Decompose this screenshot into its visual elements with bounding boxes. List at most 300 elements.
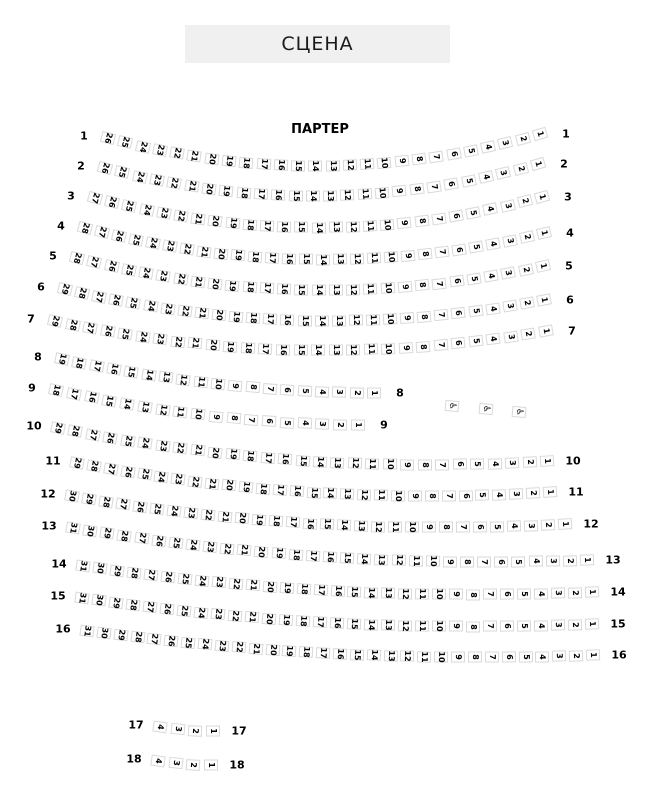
seat[interactable]: 7 [433, 339, 448, 351]
seat[interactable]: 1 [206, 726, 220, 737]
seat[interactable]: 7 [244, 414, 259, 426]
seat[interactable]: 14 [316, 254, 330, 265]
seat[interactable]: 20 [265, 644, 280, 656]
seat[interactable]: 24 [138, 437, 153, 450]
seat[interactable]: 19 [225, 279, 240, 291]
seat[interactable]: 26 [103, 431, 119, 444]
seat[interactable]: 10 [432, 589, 446, 600]
seat[interactable]: 14 [364, 619, 378, 631]
seat[interactable]: 27 [82, 321, 98, 334]
seat[interactable]: 10 [190, 408, 205, 421]
seat[interactable]: 14 [313, 456, 328, 468]
seat[interactable]: 5 [470, 458, 484, 469]
seat[interactable]: 20 [208, 446, 223, 459]
seat[interactable]: 7 [426, 180, 442, 193]
seat[interactable]: 13 [329, 345, 343, 356]
seat[interactable]: 4 [478, 170, 494, 184]
seat[interactable]: 1 [351, 419, 365, 430]
seat[interactable]: 25 [149, 502, 164, 515]
seat[interactable]: 13 [158, 371, 173, 384]
seat[interactable]: 23 [214, 640, 229, 652]
seat[interactable]: 16 [277, 221, 291, 233]
seat[interactable]: 23 [183, 507, 198, 520]
seat[interactable]: 4 [315, 386, 329, 398]
seat[interactable]: 3 [509, 488, 524, 500]
seat[interactable]: 21 [196, 245, 211, 258]
seat[interactable]: 15 [291, 160, 305, 171]
seat[interactable]: 27 [103, 462, 119, 475]
seat[interactable]: 24 [139, 203, 155, 217]
seat[interactable]: 16 [84, 391, 100, 404]
seat[interactable]: 19 [279, 582, 294, 594]
seat[interactable]: 5 [297, 385, 312, 397]
seat[interactable]: 18 [242, 281, 257, 293]
seat[interactable]: 16 [330, 585, 345, 597]
seat[interactable]: 18 [296, 615, 311, 627]
seat[interactable]: 14 [357, 553, 372, 565]
seat[interactable]: 10 [383, 313, 398, 325]
seat[interactable]: 21 [245, 611, 260, 623]
seat[interactable]: 4 [507, 521, 521, 532]
seat[interactable]: 24 [185, 538, 200, 551]
seat[interactable]: 28 [117, 529, 132, 542]
seat[interactable]: 14 [323, 488, 338, 500]
seat[interactable]: 2 [519, 230, 535, 244]
seat[interactable]: 10 [381, 343, 396, 355]
seat[interactable]: 2 [350, 387, 364, 398]
seat[interactable]: 20 [204, 153, 219, 166]
seat[interactable]: 13 [340, 488, 354, 500]
seat[interactable]: 3 [503, 330, 518, 343]
seat[interactable]: 27 [134, 532, 149, 545]
seat[interactable]: 21 [245, 579, 260, 591]
seat[interactable]: 11 [415, 588, 429, 599]
seat[interactable]: 19 [219, 185, 234, 197]
seat[interactable]: 10 [432, 621, 446, 632]
seat[interactable]: 11 [363, 283, 377, 295]
seat[interactable]: 18 [299, 646, 314, 658]
accessible-seat[interactable]: ♿ [479, 403, 494, 415]
seat[interactable]: 17 [313, 616, 328, 628]
seat[interactable]: 23 [153, 333, 168, 346]
seat[interactable]: 11 [388, 521, 402, 532]
seat[interactable]: 25 [176, 605, 191, 617]
seat[interactable]: 19 [252, 514, 267, 526]
seat[interactable]: 22 [220, 542, 235, 554]
seat[interactable]: 10 [391, 490, 405, 501]
seat[interactable]: 15 [295, 455, 310, 467]
seat[interactable]: 11 [366, 314, 380, 326]
seat[interactable]: 22 [228, 578, 243, 590]
seat[interactable]: 7 [429, 150, 445, 163]
seat[interactable]: 4 [487, 458, 501, 469]
seat[interactable]: 24 [198, 638, 213, 650]
seat[interactable]: 12 [391, 555, 405, 566]
seat[interactable]: 8 [460, 556, 474, 567]
seat[interactable]: 4 [152, 721, 167, 734]
seat[interactable]: 2 [519, 297, 535, 310]
seat[interactable]: 19 [225, 448, 240, 460]
seat[interactable]: 19 [229, 311, 244, 323]
seat[interactable]: 9 [398, 342, 413, 354]
seat[interactable]: 11 [365, 458, 379, 469]
seat[interactable]: 20 [205, 339, 220, 351]
seat[interactable]: 24 [193, 606, 208, 618]
seat[interactable]: 8 [425, 490, 439, 501]
seat[interactable]: 29 [50, 421, 66, 435]
seat[interactable]: 23 [203, 540, 218, 552]
seat[interactable]: 14 [119, 397, 135, 410]
seat[interactable]: 25 [137, 468, 152, 481]
seat[interactable]: 21 [190, 213, 205, 226]
seat[interactable]: 1 [538, 324, 554, 337]
seat[interactable]: 12 [340, 190, 354, 202]
seat[interactable]: 26 [120, 465, 136, 478]
seat[interactable]: 8 [411, 153, 426, 166]
seat[interactable]: 27 [91, 290, 107, 304]
seat[interactable]: 12 [155, 403, 170, 416]
seat[interactable]: 19 [225, 217, 240, 229]
seat[interactable]: 7 [431, 212, 446, 225]
seat[interactable]: 1 [585, 586, 599, 598]
seat[interactable]: 26 [160, 571, 175, 584]
seat[interactable]: 16 [106, 362, 122, 375]
seat[interactable]: 14 [306, 191, 320, 202]
seat[interactable]: 16 [323, 551, 338, 563]
seat[interactable]: 14 [315, 315, 329, 326]
seat[interactable]: 23 [211, 576, 226, 588]
seat[interactable]: 15 [293, 344, 307, 355]
seat[interactable]: 13 [329, 285, 343, 296]
seat[interactable]: 20 [207, 277, 222, 290]
seat[interactable]: 10 [434, 651, 448, 662]
seat[interactable]: 30 [91, 594, 106, 607]
seat[interactable]: 13 [383, 650, 397, 661]
seat[interactable]: 21 [205, 477, 220, 490]
seat[interactable]: 8 [439, 522, 453, 533]
seat[interactable]: 28 [98, 495, 114, 508]
seat[interactable]: 28 [126, 567, 141, 580]
seat[interactable]: 15 [340, 552, 355, 564]
seat[interactable]: 26 [164, 635, 179, 647]
seat[interactable]: 8 [245, 381, 260, 393]
accessible-seat[interactable]: ♿ [445, 400, 460, 412]
seat[interactable]: 1 [532, 127, 548, 141]
seat[interactable]: 10 [377, 157, 392, 169]
seat[interactable]: 17 [256, 158, 271, 170]
seat[interactable]: 21 [194, 307, 209, 320]
seat[interactable]: 3 [502, 300, 518, 313]
seat[interactable]: 1 [585, 618, 599, 630]
seat[interactable]: 6 [451, 337, 466, 349]
seat[interactable]: 5 [518, 651, 532, 662]
seat[interactable]: 2 [186, 759, 201, 771]
seat[interactable]: 9 [422, 522, 436, 533]
seat[interactable]: 7 [434, 309, 449, 321]
seat[interactable]: 28 [77, 221, 93, 235]
seat[interactable]: 9 [398, 281, 413, 293]
seat[interactable]: 13 [333, 254, 347, 265]
seat[interactable]: 23 [160, 302, 175, 315]
seat[interactable]: 1 [586, 649, 600, 661]
seat[interactable]: 27 [143, 569, 158, 582]
seat[interactable]: 15 [294, 222, 308, 233]
seat[interactable]: 12 [350, 253, 364, 265]
seat[interactable]: 12 [398, 588, 412, 599]
seat[interactable]: 5 [465, 206, 481, 219]
seat[interactable]: 12 [371, 521, 385, 532]
seat[interactable]: 10 [210, 378, 225, 390]
seat[interactable]: 6 [280, 384, 295, 396]
seat[interactable]: 20 [235, 512, 250, 524]
seat[interactable]: 17 [89, 359, 105, 372]
seat[interactable]: 25 [121, 263, 137, 277]
seat[interactable]: 11 [374, 490, 388, 501]
seat[interactable]: 16 [278, 453, 293, 465]
seat[interactable]: 11 [357, 188, 372, 200]
seat[interactable]: 18 [246, 312, 261, 324]
seat[interactable]: 25 [117, 328, 133, 341]
seat[interactable]: 15 [350, 649, 364, 661]
seat[interactable]: 31 [79, 625, 94, 638]
seat[interactable]: 23 [152, 143, 168, 157]
seat[interactable]: 31 [74, 592, 89, 605]
seat[interactable]: 26 [111, 229, 127, 243]
seat[interactable]: 2 [512, 162, 528, 176]
seat[interactable]: 1 [204, 760, 218, 771]
seat[interactable]: 2 [517, 194, 533, 208]
seat[interactable]: 22 [170, 335, 185, 348]
seat[interactable]: 16 [276, 344, 290, 355]
seat[interactable]: 16 [282, 253, 296, 265]
seat[interactable]: 1 [536, 226, 552, 240]
seat[interactable]: 12 [349, 315, 363, 326]
seat[interactable]: 12 [346, 284, 360, 295]
seat[interactable]: 9 [408, 490, 422, 501]
seat[interactable]: 2 [541, 519, 556, 531]
seat[interactable]: 30 [64, 489, 80, 502]
seat[interactable]: 17 [272, 484, 287, 496]
seat[interactable]: 8 [226, 412, 241, 424]
seat[interactable]: 1 [543, 486, 558, 498]
seat[interactable]: 9 [443, 556, 457, 567]
seat[interactable]: 24 [138, 267, 154, 280]
seat[interactable]: 11 [360, 158, 375, 170]
seat[interactable]: 4 [486, 333, 501, 346]
seat[interactable]: 18 [236, 187, 251, 199]
seat[interactable]: 6 [494, 556, 508, 567]
seat[interactable]: 31 [65, 521, 81, 534]
seat[interactable]: 2 [526, 487, 541, 499]
seat[interactable]: 7 [432, 277, 447, 290]
seat[interactable]: 24 [132, 170, 148, 184]
seat[interactable]: 1 [580, 554, 594, 566]
seat[interactable]: 14 [364, 587, 378, 599]
seat[interactable]: 4 [535, 651, 549, 662]
seat[interactable]: 22 [188, 475, 203, 488]
seat[interactable]: 18 [248, 251, 263, 263]
seat[interactable]: 2 [188, 725, 203, 737]
seat[interactable]: 19 [221, 155, 236, 167]
seat[interactable]: 5 [468, 335, 483, 348]
seat[interactable]: 14 [311, 222, 325, 233]
seat[interactable]: 25 [128, 233, 144, 247]
seat[interactable]: 21 [237, 544, 252, 556]
seat[interactable]: 6 [448, 209, 464, 222]
seat[interactable]: 9 [394, 155, 409, 167]
seat[interactable]: 23 [211, 608, 226, 620]
seat[interactable]: 14 [337, 519, 351, 531]
seat[interactable]: 25 [120, 434, 136, 447]
seat[interactable]: 3 [552, 650, 566, 661]
seat[interactable]: 21 [188, 337, 203, 349]
seat[interactable]: 7 [483, 621, 497, 632]
seat[interactable]: 9 [449, 621, 463, 632]
seat[interactable]: 11 [193, 376, 208, 389]
seat[interactable]: 4 [480, 140, 496, 154]
seat[interactable]: 10 [375, 187, 390, 199]
seat[interactable]: 19 [238, 481, 253, 493]
seat[interactable]: 6 [500, 589, 514, 600]
seat[interactable]: 2 [522, 456, 537, 468]
seat[interactable]: 25 [177, 573, 192, 585]
seat[interactable]: 10 [380, 282, 395, 294]
seat[interactable]: 20 [208, 215, 223, 228]
seat[interactable]: 16 [277, 283, 291, 295]
seat[interactable]: 23 [171, 473, 186, 486]
seat[interactable]: 19 [223, 341, 238, 353]
seat[interactable]: 11 [363, 220, 378, 232]
seat[interactable]: 18 [296, 583, 311, 595]
seat[interactable]: 2 [568, 587, 582, 599]
seat[interactable]: 23 [149, 173, 165, 187]
seat[interactable]: 5 [463, 144, 479, 158]
seat[interactable]: 27 [85, 428, 101, 441]
seat[interactable]: 3 [524, 520, 538, 532]
seat[interactable]: 8 [414, 215, 429, 228]
seat[interactable]: 25 [168, 536, 183, 549]
seat[interactable]: 20 [213, 247, 228, 260]
seat[interactable]: 6 [262, 415, 277, 427]
seat[interactable]: 28 [86, 459, 102, 472]
seat[interactable]: 27 [94, 225, 110, 239]
seat[interactable]: 25 [181, 637, 196, 649]
seat[interactable]: 12 [176, 373, 191, 386]
seat[interactable]: 4 [528, 556, 542, 567]
seat[interactable]: 17 [254, 188, 269, 200]
seat[interactable]: 1 [536, 293, 552, 306]
seat[interactable]: 8 [409, 183, 424, 196]
seat[interactable]: 24 [145, 237, 161, 250]
seat[interactable]: 21 [187, 150, 203, 163]
seat[interactable]: 12 [398, 620, 412, 631]
seat[interactable]: 13 [374, 554, 388, 566]
seat[interactable]: 10 [380, 218, 395, 230]
seat[interactable]: 22 [200, 509, 215, 521]
seat[interactable]: 3 [551, 620, 565, 631]
seat[interactable]: 20 [262, 581, 277, 593]
seat[interactable]: 1 [367, 387, 381, 398]
seat[interactable]: 3 [332, 387, 346, 398]
seat[interactable]: 4 [150, 755, 165, 768]
seat[interactable]: 17 [306, 550, 321, 562]
seat[interactable]: 21 [190, 444, 205, 457]
seat[interactable]: 18 [48, 383, 64, 397]
seat[interactable]: 22 [228, 610, 243, 622]
seat[interactable]: 3 [551, 588, 565, 599]
seat[interactable]: 16 [271, 189, 285, 201]
seat[interactable]: 19 [279, 614, 294, 626]
seat[interactable]: 24 [166, 505, 181, 518]
seat[interactable]: 7 [477, 556, 491, 567]
seat[interactable]: 29 [109, 564, 124, 577]
seat[interactable]: 3 [315, 418, 329, 429]
seat[interactable]: 15 [297, 315, 311, 326]
seat[interactable]: 23 [155, 270, 171, 283]
seat[interactable]: 11 [415, 620, 429, 631]
seat[interactable]: 3 [497, 136, 513, 150]
seat[interactable]: 22 [169, 147, 185, 160]
seat[interactable]: 17 [263, 313, 278, 325]
seat[interactable]: 27 [142, 601, 157, 614]
seat[interactable]: 1 [558, 518, 573, 530]
seat[interactable]: 17 [260, 282, 275, 294]
seat[interactable]: 2 [518, 263, 534, 277]
seat[interactable]: 7 [456, 522, 470, 533]
seat[interactable]: 18 [269, 515, 284, 527]
seat[interactable]: 17 [260, 220, 275, 232]
seat[interactable]: 15 [101, 394, 117, 407]
seat[interactable]: 18 [71, 356, 87, 370]
seat[interactable]: 26 [132, 500, 147, 513]
seat[interactable]: 20 [211, 309, 226, 321]
seat[interactable]: 8 [417, 248, 432, 260]
seat[interactable]: 30 [92, 562, 107, 575]
seat[interactable]: 10 [405, 522, 419, 533]
seat[interactable]: 16 [274, 159, 289, 171]
seat[interactable]: 14 [308, 161, 322, 172]
seat[interactable]: 29 [47, 314, 63, 328]
seat[interactable]: 24 [143, 300, 159, 313]
seat[interactable]: 13 [381, 619, 395, 630]
seat[interactable]: 4 [492, 489, 506, 501]
seat[interactable]: 1 [535, 259, 551, 273]
seat[interactable]: 15 [306, 487, 321, 499]
seat[interactable]: 4 [482, 203, 498, 217]
seat[interactable]: 6 [458, 490, 472, 501]
seat[interactable]: 24 [135, 140, 151, 154]
seat[interactable]: 22 [179, 243, 194, 256]
seat[interactable]: 27 [115, 498, 130, 511]
seat[interactable]: 2 [521, 327, 537, 340]
seat[interactable]: 22 [231, 641, 246, 653]
seat[interactable]: 13 [326, 160, 340, 171]
seat[interactable]: 20 [254, 546, 269, 558]
seat[interactable]: 18 [288, 549, 303, 561]
seat[interactable]: 26 [103, 259, 119, 273]
seat[interactable]: 21 [184, 180, 200, 193]
seat[interactable]: 25 [114, 165, 130, 179]
seat[interactable]: 26 [108, 293, 124, 306]
seat[interactable]: 28 [65, 318, 81, 332]
seat[interactable]: 8 [466, 589, 480, 600]
seat[interactable]: 10 [384, 251, 399, 263]
seat[interactable]: 14 [367, 650, 381, 662]
seat[interactable]: 9 [228, 380, 243, 392]
seat[interactable]: 3 [502, 234, 518, 248]
seat[interactable]: 13 [332, 315, 346, 326]
seat[interactable]: 27 [147, 633, 162, 645]
